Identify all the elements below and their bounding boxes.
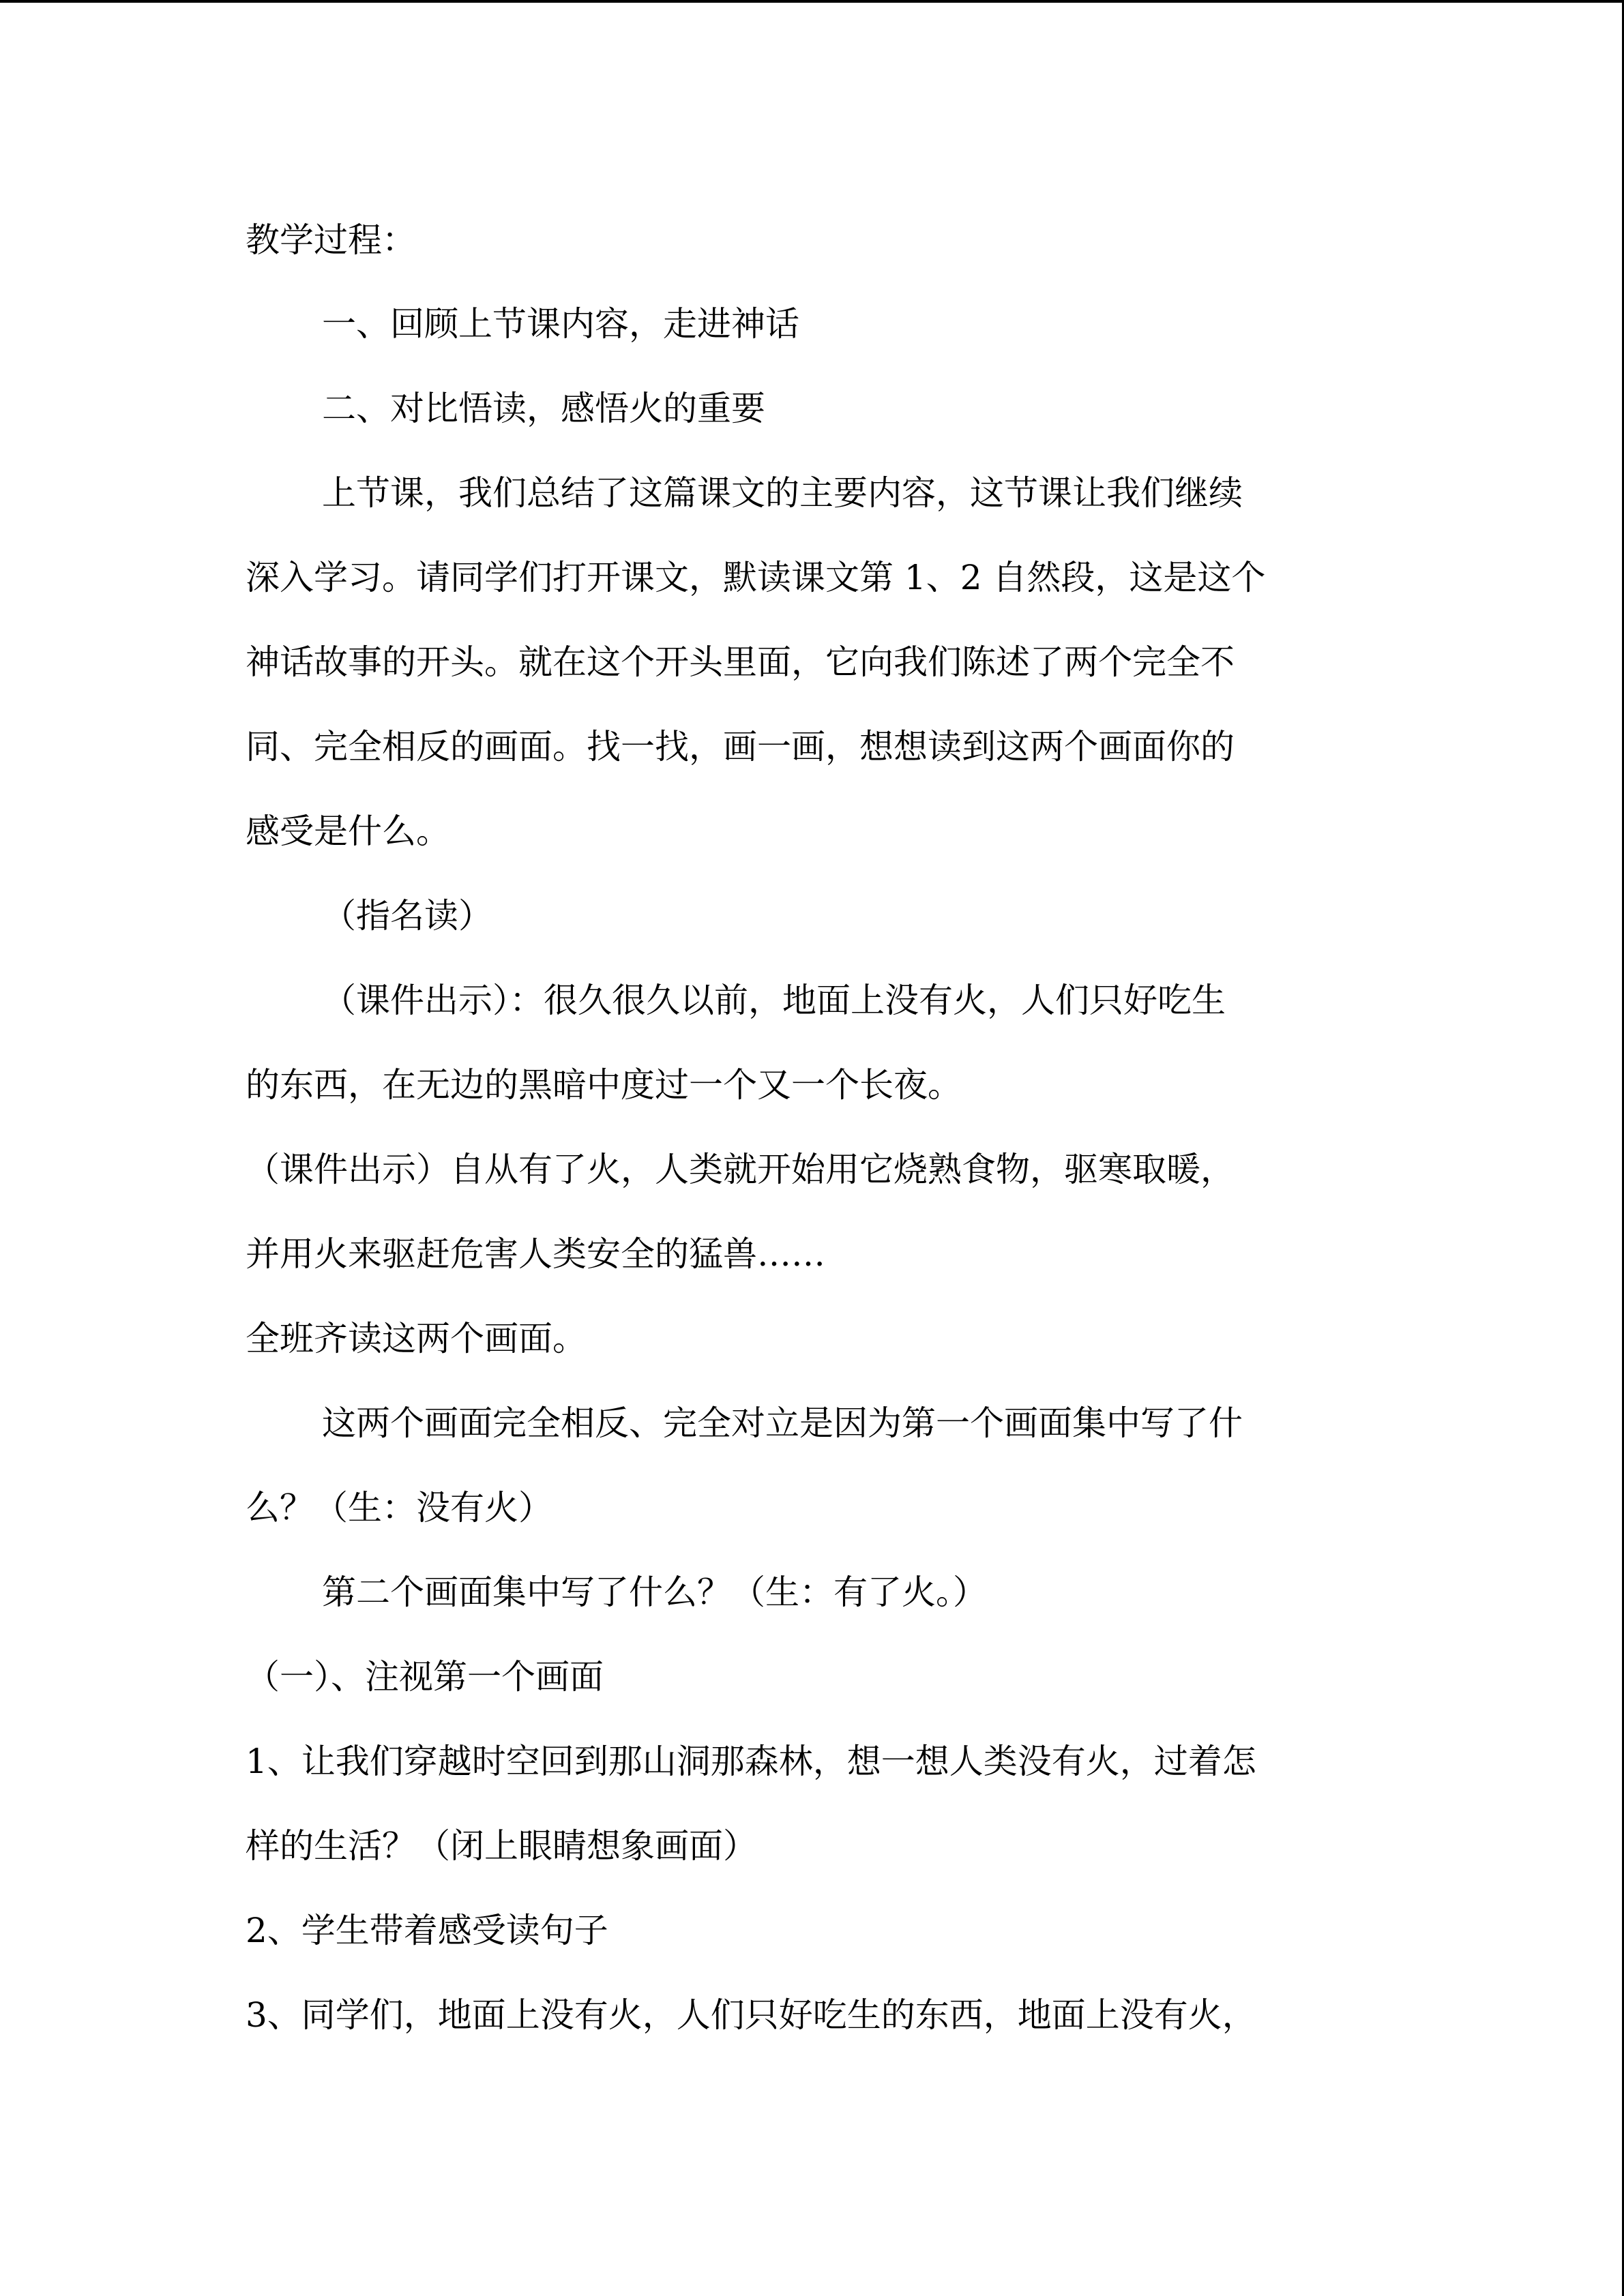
list-item-line: 1、让我们穿越时空回到那山洞那森林，想一想人类没有火，过着怎	[246, 1742, 1256, 1781]
heading-teaching-process: 教学过程：	[246, 220, 416, 260]
paragraph-line: 神话故事的开头。就在这个开头里面，它向我们陈述了两个完全不	[246, 642, 1235, 682]
paragraph-line: 感受是什么。	[246, 811, 450, 851]
paragraph-line: （指名读）	[322, 896, 492, 936]
paragraph-line: 深入学习。请同学们打开课文，默读课文第 1、2 自然段，这是这个	[246, 558, 1266, 597]
paragraph-line: 这两个画面完全相反、完全对立是因为第一个画面集中写了什	[322, 1403, 1243, 1443]
courseware-quote-line: （课件出示）：很久很久以前，地面上没有火，人们只好吃生	[322, 981, 1226, 1020]
section-one-heading: 一、回顾上节课内容，走进神话	[322, 304, 799, 344]
page-top-border	[0, 0, 1624, 3]
list-item-line: 3、同学们，地面上没有火，人们只好吃生的东西，地面上没有火，	[246, 1995, 1256, 2035]
paragraph-line: 全班齐读这两个画面。	[246, 1319, 587, 1358]
paragraph-line: 么？（生：没有火）	[246, 1488, 552, 1527]
list-item-line: 样的生活？（闭上眼睛想象画面）	[246, 1826, 757, 1866]
courseware-quote-line: 并用火来驱赶危害人类安全的猛兽……	[246, 1234, 825, 1274]
courseware-quote-line: 的东西，在无边的黑暗中度过一个又一个长夜。	[246, 1065, 962, 1105]
courseware-quote-line: （课件出示）自从有了火，人类就开始用它烧熟食物，驱寒取暖，	[246, 1150, 1235, 1189]
paragraph-line: 上节课，我们总结了这篇课文的主要内容，这节课让我们继续	[322, 473, 1243, 513]
list-item-line: 2、学生带着感受读句子	[246, 1911, 608, 1950]
paragraph-line: 同、完全相反的画面。找一找，画一画，想想读到这两个画面你的	[246, 727, 1235, 766]
section-two-heading: 二、对比悟读，感悟火的重要	[322, 389, 765, 428]
paragraph-line: 第二个画面集中写了什么？（生：有了火。）	[322, 1572, 987, 1612]
subsection-heading: （一）、注视第一个画面	[246, 1657, 604, 1697]
